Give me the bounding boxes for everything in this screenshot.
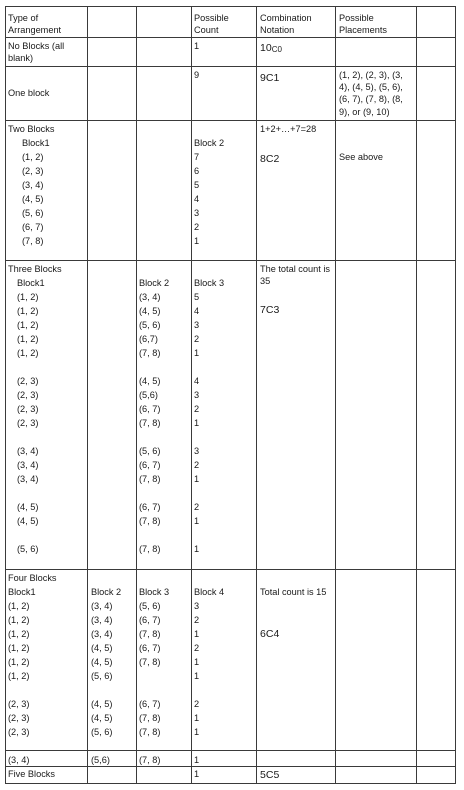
table-cell: (7, 8) xyxy=(139,629,161,639)
no-blocks-count: 1 xyxy=(194,41,200,51)
grid-line xyxy=(416,6,417,784)
table-cell: 2 xyxy=(194,460,200,470)
table-cell: 5 xyxy=(194,292,200,302)
grid-line xyxy=(5,6,6,784)
table-cell: (6, 7) xyxy=(139,643,161,653)
two-blocks-col-block1: Block1 xyxy=(22,138,50,148)
grid-line xyxy=(5,66,456,67)
table-cell: (1, 2) xyxy=(8,643,30,653)
table-cell: (1, 2) xyxy=(17,348,39,358)
table-cell: 5 xyxy=(194,180,200,190)
three-blocks-col-block2: Block 2 xyxy=(139,278,170,288)
table-cell: (5,6) xyxy=(139,390,158,400)
table-cell: 1 xyxy=(194,474,200,484)
table-cell: (7, 8) xyxy=(139,418,161,428)
grid-line xyxy=(87,6,88,784)
table-cell: 1 xyxy=(194,629,200,639)
no-blocks-label: No Blocks (all blank) xyxy=(8,41,65,63)
table-cell: (6, 7) xyxy=(139,615,161,625)
table-cell: (1, 2) xyxy=(8,629,30,639)
table-cell: (2, 3) xyxy=(8,699,30,709)
grid-line xyxy=(5,750,456,751)
table-cell: 2 xyxy=(194,334,200,344)
table-cell: (3, 4) xyxy=(91,629,113,639)
grid-line xyxy=(5,766,456,767)
table-cell: (6, 7) xyxy=(139,699,161,709)
table-cell: 4 xyxy=(194,194,200,204)
three-blocks-label: Three Blocks xyxy=(8,264,62,274)
four-blocks-col-block2: Block 2 xyxy=(91,587,122,597)
two-blocks-notation: 8C2 xyxy=(260,153,280,165)
table-cell: (3, 4) xyxy=(17,446,39,456)
grid-line xyxy=(5,120,456,121)
table-cell: 2 xyxy=(194,643,200,653)
header-combination-notation: Combination Notation xyxy=(260,13,312,35)
table-cell: 3 xyxy=(194,208,200,218)
two-blocks-sum-note: 1+2+…+7=28 xyxy=(260,124,317,134)
table-cell: 2 xyxy=(194,404,200,414)
one-block-notation: 9C1 xyxy=(260,72,280,84)
table-cell: (3, 4) xyxy=(22,180,44,190)
header-type-of-arrangement: Type of Arrangement xyxy=(8,13,62,35)
grid-line xyxy=(5,6,456,7)
table-cell: (1, 2) xyxy=(8,601,30,611)
table-cell: 2 xyxy=(194,222,200,232)
four-blocks-col-block1: Block1 xyxy=(8,587,36,597)
table-cell: 2 xyxy=(194,502,200,512)
four-blocks-col-block4: Block 4 xyxy=(194,587,225,597)
table-cell: (4, 5) xyxy=(91,643,113,653)
table-cell: (6, 7) xyxy=(139,460,161,470)
table-cell: (1, 2) xyxy=(17,334,39,344)
table-cell: (6, 7) xyxy=(139,502,161,512)
table-cell: (3, 4) xyxy=(8,755,30,765)
grid-line xyxy=(5,569,456,570)
grid-line xyxy=(136,6,137,784)
table-cell: (6, 7) xyxy=(22,222,44,232)
table-cell: (2, 3) xyxy=(17,390,39,400)
grid-line xyxy=(335,6,336,784)
grid-line xyxy=(256,6,257,784)
table-cell: 2 xyxy=(194,615,200,625)
table-cell: (1, 2) xyxy=(8,657,30,667)
two-blocks-placements: See above xyxy=(339,152,383,162)
table-cell: 6 xyxy=(194,166,200,176)
table-cell: (4, 5) xyxy=(139,376,161,386)
table-cell: (1, 2) xyxy=(17,306,39,316)
table-cell: (4, 5) xyxy=(17,502,39,512)
table-cell: 3 xyxy=(194,601,200,611)
table-cell: (5, 6) xyxy=(91,671,113,681)
table-cell: (6,7) xyxy=(139,334,158,344)
table-cell: (7, 8) xyxy=(22,236,44,246)
table-cell: 1 xyxy=(194,418,200,428)
four-blocks-total-note: Total count is 15 xyxy=(260,587,327,597)
table-cell: 1 xyxy=(194,671,200,681)
table-cell: (2, 3) xyxy=(17,376,39,386)
table-cell: (4, 5) xyxy=(91,699,113,709)
table-cell: (4, 5) xyxy=(91,713,113,723)
table-cell: (1, 2) xyxy=(22,152,44,162)
table-cell: (3, 4) xyxy=(17,474,39,484)
grid-line xyxy=(5,783,456,784)
table-cell: (5, 6) xyxy=(139,446,161,456)
table-cell: (2, 3) xyxy=(17,418,39,428)
five-blocks-label: Five Blocks xyxy=(8,769,55,779)
table-cell: (7, 8) xyxy=(139,516,161,526)
one-block-label: One block xyxy=(8,88,50,98)
table-cell: (7, 8) xyxy=(139,474,161,484)
table-cell: (4, 5) xyxy=(91,657,113,667)
table-cell: (3, 4) xyxy=(139,292,161,302)
table-cell: (3, 4) xyxy=(17,460,39,470)
table-cell: 1 xyxy=(194,727,200,737)
three-blocks-col-block3: Block 3 xyxy=(194,278,225,288)
table-cell: (7, 8) xyxy=(139,713,161,723)
table-cell: 1 xyxy=(194,236,200,246)
table-cell: (7, 8) xyxy=(139,348,161,358)
table-cell: 4 xyxy=(194,306,200,316)
header-possible-placements: Possible Placements xyxy=(339,13,388,35)
table-cell: (1, 2) xyxy=(17,320,39,330)
table-cell: (2, 3) xyxy=(8,727,30,737)
one-block-count: 9 xyxy=(194,70,200,80)
table-cell: 7 xyxy=(194,152,200,162)
grid-line xyxy=(455,6,456,784)
table-cell: (6, 7) xyxy=(139,404,161,414)
table-cell: (2, 3) xyxy=(22,166,44,176)
table-cell: (5,6) xyxy=(91,755,110,765)
five-blocks-count: 1 xyxy=(194,769,200,779)
table-cell: (4, 5) xyxy=(17,516,39,526)
table-cell: (1, 2) xyxy=(17,292,39,302)
three-blocks-total-note: The total count is 35 xyxy=(260,264,330,286)
two-blocks-col-block2: Block 2 xyxy=(194,138,225,148)
header-possible-count: Possible Count xyxy=(194,13,229,35)
four-blocks-label: Four Blocks xyxy=(8,573,57,583)
table-cell: 1 xyxy=(194,516,200,526)
two-blocks-label: Two Blocks xyxy=(8,124,55,134)
no-blocks-notation: $10_{C0}$ xyxy=(260,42,282,54)
table-cell: 1 xyxy=(194,348,200,358)
table-cell: 2 xyxy=(194,699,200,709)
table-cell: (7, 8) xyxy=(139,755,161,765)
table-cell: 1 xyxy=(194,713,200,723)
table-cell: (5, 6) xyxy=(91,727,113,737)
grid-line xyxy=(5,260,456,261)
four-blocks-notation: 6C4 xyxy=(260,628,280,640)
table-cell: 1 xyxy=(194,657,200,667)
five-blocks-notation: 5C5 xyxy=(260,769,280,781)
table-cell: (7, 8) xyxy=(139,727,161,737)
table-cell: (4, 5) xyxy=(22,194,44,204)
one-block-placements: (1, 2), (2, 3), (3, 4), (4, 5), (5, 6), (6, 7), (7, 8), (8, 9), or (9, 10) xyxy=(339,70,403,117)
table-cell: (5, 6) xyxy=(17,544,39,554)
grid-line xyxy=(191,6,192,784)
table-cell: 3 xyxy=(194,446,200,456)
table-cell: (7, 8) xyxy=(139,544,161,554)
table-cell: 4 xyxy=(194,376,200,386)
table-cell: (2, 3) xyxy=(17,404,39,414)
table-cell: (4, 5) xyxy=(139,306,161,316)
table-cell: (5, 6) xyxy=(22,208,44,218)
table-cell: (3, 4) xyxy=(91,601,113,611)
table-cell: (1, 2) xyxy=(8,615,30,625)
table-cell: (1, 2) xyxy=(8,671,30,681)
three-blocks-notation: 7C3 xyxy=(260,304,280,316)
table-cell: 3 xyxy=(194,320,200,330)
table-cell: 1 xyxy=(194,544,200,554)
three-blocks-col-block1: Block1 xyxy=(17,278,45,288)
table-cell: (5, 6) xyxy=(139,601,161,611)
table-cell: (5, 6) xyxy=(139,320,161,330)
grid-line xyxy=(5,37,456,38)
table-cell: 3 xyxy=(194,390,200,400)
table-cell: (2, 3) xyxy=(8,713,30,723)
four-blocks-col-block3: Block 3 xyxy=(139,587,170,597)
table-cell: (7, 8) xyxy=(139,657,161,667)
table-cell: (3, 4) xyxy=(91,615,113,625)
table-cell: 1 xyxy=(194,755,200,765)
